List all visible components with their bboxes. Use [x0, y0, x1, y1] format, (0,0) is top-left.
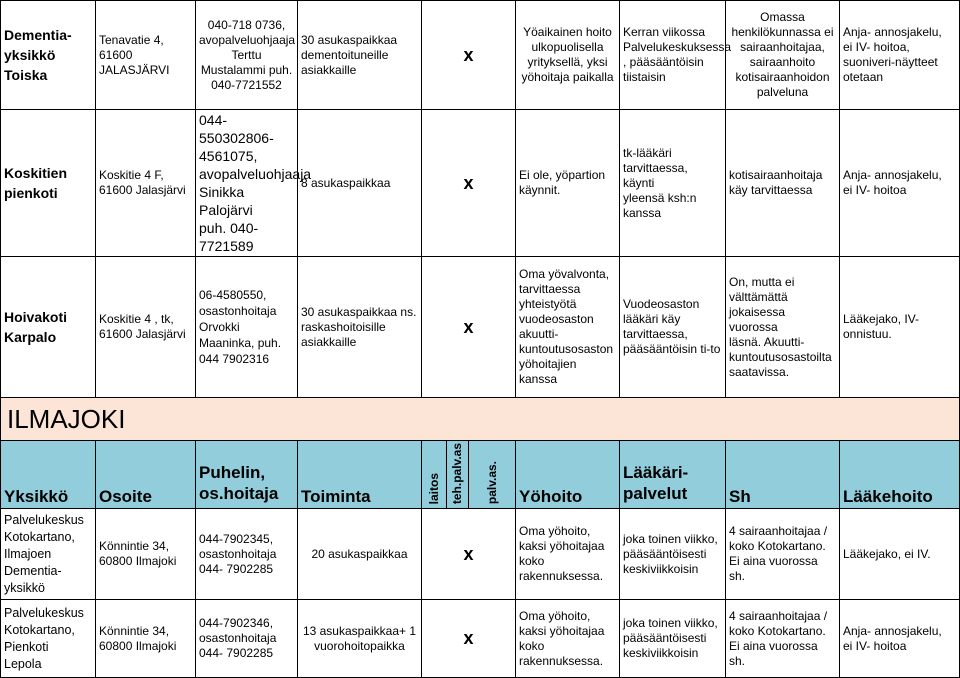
table-row	[1, 257, 960, 398]
unit-night-care: Yöaikainen hoito ulkopuolisella yrityksellä, yksi yöhoitaja paikalla	[516, 1, 620, 110]
column-header-unit: Yksikkö	[1, 441, 96, 509]
unit-phone: 06-4580550, osastonhoitaja Orvokki Maaninka, puh. 044 7902316	[196, 257, 298, 398]
unit-activity: 20 asukaspaikkaa	[298, 509, 422, 600]
column-header-doctor-services: Lääkäri- palvelut	[620, 441, 726, 509]
section-title: ILMAJOKI	[1, 398, 960, 441]
column-header-institution: laitos	[422, 441, 447, 509]
unit-doctor-services: Kerran viikossa Palvelukeskuksessa , pääsääntöisin tiistaisin	[620, 1, 726, 110]
unit-type-mark: x	[422, 509, 516, 600]
unit-type-mark: x	[422, 110, 516, 257]
unit-name: Koskitien pienkoti	[1, 110, 96, 257]
table-row	[1, 509, 960, 600]
unit-doctor-services: joka toinen viikko, pääsääntöisesti keskiviikkoisin	[620, 509, 726, 600]
unit-night-care: Oma yövalvonta, tarvittaessa yhteistyötä vuodeosaston akuutti- kuntoutusosaston yöhoitajien kanssa	[516, 257, 620, 398]
unit-activity: 8 asukaspaikkaa	[298, 110, 422, 257]
unit-type-mark: x	[422, 1, 516, 110]
unit-activity: 30 asukaspaikkaa ns. raskashoitoisille asiakkaille	[298, 257, 422, 398]
unit-activity: 13 asukaspaikkaa+ 1 vuorohoitopaikka	[298, 600, 422, 678]
unit-medication: Anja- annosjakelu, ei IV- hoitoa	[840, 600, 960, 678]
unit-address: Tenavatie 4, 61600 JALASJÄRVI	[96, 1, 196, 110]
unit-nurse: 4 sairaanhoitajaa / koko Kotokartano. Ei aina vuorossa sh.	[726, 509, 840, 600]
unit-name: Hoivakoti Karpalo	[1, 257, 96, 398]
table-header-row	[1, 441, 960, 509]
unit-address: Könnintie 34, 60800 Ilmajoki	[96, 600, 196, 678]
unit-address: Koskitie 4 , tk, 61600 Jalasjärvi	[96, 257, 196, 398]
unit-doctor-services: Vuodeosaston lääkäri käy tarvittaessa, pääsääntöisin ti-to	[620, 257, 726, 398]
column-header-address: Osoite	[96, 441, 196, 509]
unit-address: Koskitie 4 F, 61600 Jalasjärvi	[96, 110, 196, 257]
column-header-night-care: Yöhoito	[516, 441, 620, 509]
unit-phone: 040-718 0736, avopalveluohjaaja Terttu Mustalammi puh. 040-7721552	[196, 1, 298, 110]
unit-nurse: Omassa henkilökunnassa ei sairaanhoitajaa, sairaanhoito kotisairaanhoidon palveluna	[726, 1, 840, 110]
unit-night-care: Ei ole, yöpartion käynnit.	[516, 110, 620, 257]
column-header-activity: Toiminta	[298, 441, 422, 509]
unit-phone: 044-550302806- 4561075, avopalveluohjaaja Sinikka Palojärvi puh. 040-7721589	[196, 110, 298, 257]
column-header-phone: Puhelin, os.hoitaja	[196, 441, 298, 509]
column-header-intensive-service: teh.palv.as	[447, 441, 469, 509]
unit-medication: Lääkejako, IV- onnistuu.	[840, 257, 960, 398]
column-header-service-housing: palv.as.	[469, 441, 516, 509]
unit-activity: 30 asukaspaikkaa dementoituneille asiakkaille	[298, 1, 422, 110]
table-row	[1, 110, 960, 257]
unit-name: Dementia- yksikkö Toiska	[1, 1, 96, 110]
table-row	[1, 600, 960, 678]
column-header-nurse: Sh	[726, 441, 840, 509]
unit-medication: Lääkejako, ei IV.	[840, 509, 960, 600]
unit-nurse: 4 sairaanhoitajaa / koko Kotokartano. Ei aina vuorossa sh.	[726, 600, 840, 678]
unit-type-mark: x	[422, 600, 516, 678]
unit-night-care: Oma yöhoito, kaksi yöhoitajaa koko rakennuksessa.	[516, 600, 620, 678]
unit-type-mark: x	[422, 257, 516, 398]
unit-medication: Anja- annosjakelu, ei IV- hoitoa	[840, 110, 960, 257]
unit-name: Palvelukeskus Kotokartano, Ilmajoen Dementia- yksikkö	[1, 509, 96, 600]
unit-phone: 044-7902345, osastonhoitaja 044- 7902285	[196, 509, 298, 600]
unit-medication: Anja- annosjakelu, ei IV- hoitoa, suoniveri-näytteet otetaan	[840, 1, 960, 110]
unit-doctor-services: tk-lääkäri tarvittaessa, käynti yleensä ksh:n kanssa	[620, 110, 726, 257]
unit-night-care: Oma yöhoito, kaksi yöhoitajaa koko rakennuksessa.	[516, 509, 620, 600]
unit-phone: 044-7902346, osastonhoitaja 044- 7902285	[196, 600, 298, 678]
unit-address: Könnintie 34, 60800 Ilmajoki	[96, 509, 196, 600]
table-row	[1, 1, 960, 110]
unit-name: Palvelukeskus Kotokartano, Pienkoti Lepola	[1, 600, 96, 678]
column-header-medication: Lääkehoito	[840, 441, 960, 509]
unit-doctor-services: joka toinen viikko, pääsääntöisesti keskiviikkoisin	[620, 600, 726, 678]
unit-nurse: On, mutta ei välttämättä jokaisessa vuorossa läsnä. Akuutti- kuntoutusosastoilta saatavissa.	[726, 257, 840, 398]
unit-nurse: kotisairaanhoitaja käy tarvittaessa	[726, 110, 840, 257]
